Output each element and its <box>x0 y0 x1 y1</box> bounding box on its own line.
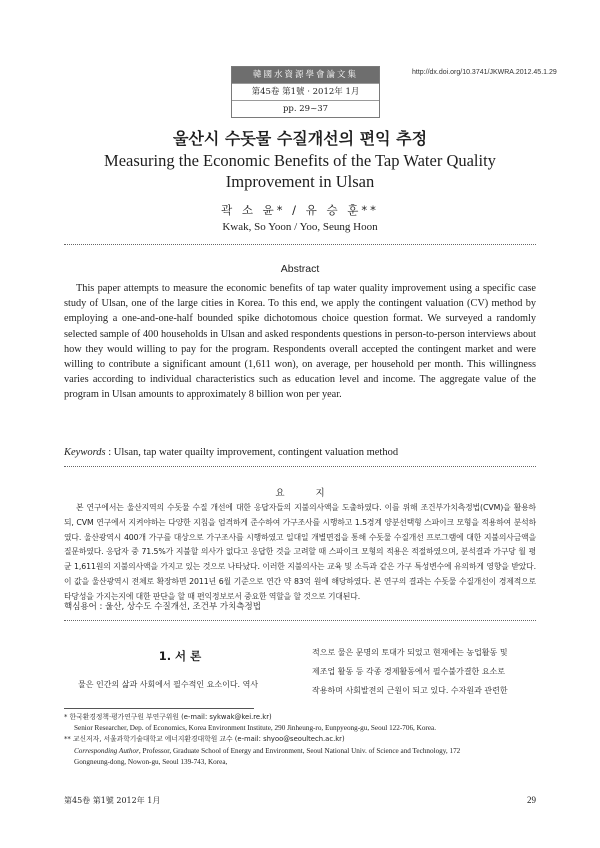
authors-korean: 곽 소 윤* / 유 승 훈** <box>221 203 379 217</box>
page-number: 29 <box>527 795 536 805</box>
footnote-1-korean: * 한국환경정책·평가연구원 부연구위원 (e-mail: sykwak@kei.re.kr) <box>64 713 272 721</box>
title-english-line1: Measuring the Economic Benefits of the Tap Water Quality <box>104 151 496 170</box>
section-1-left-column: 물은 인간의 삶과 사회에서 필수적인 요소이다. 역사 <box>78 680 259 689</box>
abstract-keywords <box>64 447 398 458</box>
divider-top <box>64 244 536 245</box>
footnotes <box>64 712 544 768</box>
korean-keywords: 핵심용어 : 울산, 상수도 수질개선, 조건부 가치측정법 <box>64 602 261 612</box>
title-english-line2: Improvement in Ulsan <box>225 172 375 191</box>
journal-pages: pp. 29~37 <box>232 100 379 117</box>
authors-english: Kwak, So Yoon / Yoo, Seung Hoon <box>222 221 378 233</box>
right-column-line-1: 적으로 물은 문명의 토대가 되었고 현재에는 농업활동 및 <box>312 648 508 657</box>
journal-volume-issue: 第45卷 第1號 · 2012年 1月 <box>232 83 379 100</box>
section-1-heading: 1. 서 론 <box>158 649 202 663</box>
footnote-rule <box>64 708 254 709</box>
footnote-2-english <box>64 746 544 757</box>
corresponding-author-label: Corresponding Author <box>74 746 139 755</box>
section-1-right-column <box>312 643 536 700</box>
title-korean: 울산시 수돗물 수질개선의 편익 추정 <box>172 129 428 148</box>
divider-korean-abstract <box>64 620 536 621</box>
right-column-line-3: 작용하며 사회발전의 근원이 되고 있다. 수자원과 관련한 <box>312 686 508 695</box>
korean-abstract-text: 본 연구에서는 울산지역의 수돗물 수질 개선에 대한 응답자들의 지불의사액을 도출하였다. 이를 위해 조건부가치측정법(CVM)을 활용하되, CVM 연구에서 지켜야하는 다양한 지침을 엄격하게 준수하여 가구조사를 시행하고 1.5경계 양분선택형 스파이크 모형을 적용하여 분석하였다. 울산광역시 400개 가구를 대상으로 가구조사를 시행하였고 일대일 개별면접을 통해 수돗물 수질개선 프로그램에 대한 지불의사금액을 질문하였다. 응답자 중 71.5%가 지불할 의사가 없다고 응답한 것을 고려할 때 스파이크 모형의 적용은 적절하였으며, 분석결과 가구당 월 평균 1,611원의 지불의사액을 가지고 있는 것으로 나타났다. 이러한 지불의사는 교육 및 소득과 같은 가구 특성변수에 유의하게 영향을 받았다. 이 값을 울산광역시 전체로 확장하면 2011년 6월 기준으로 연간 약 83억 원에 해당하였다. 본 연구의 결과는 수돗물 수질개선이 경제적으로 타당성을 가지는지에 대한 판단을 할 때 편익정보로서 중요한 역할을 할 것으로 기대된다. <box>64 503 536 601</box>
footnote-2-affiliation: , Professor, Graduate School of Energy and Environment, Seoul National Univ. of Science and Technology, 172 <box>138 746 461 755</box>
footnote-1-english: Senior Researcher, Dep. of Economics, Korea Environment Institute, 290 Jinheung-ro, Eunpyeong-gu, Seoul 122-706, Korea. <box>74 724 436 733</box>
title-english <box>0 150 600 192</box>
abstract-text: This paper attempts to measure the economic benefits of tap water quality improvement using a specific case study of Ulsan, one of the large cities in Korea. To this end, we apply the contingent valuation (CV) method by employing a one-and-one-half bounded spike dichotomous choice question format. We surveyed a randomly selected sample of 400 households in Ulsan and asked respondents questions in person-to-person interviews about how they would willing to pay for the program. Respondents overall accepted the contingent market and were willing to contribute a significant amount (1,611 won), on average, per household per month. This willingness varies according to individual characteristics such as education level and income. The aggregate value of the program in Ulsan amounts to approximately 8 billion won per year. <box>64 283 536 401</box>
keywords-values: : Ulsan, tap water quailty improvement, contingent valuation method <box>105 447 399 458</box>
divider-abstract <box>64 466 536 467</box>
doi-link[interactable]: http://dx.doi.org/10.3741/JKWRA.2012.45.1.29 <box>412 69 557 76</box>
korean-abstract-heading: 요 지 <box>275 488 339 499</box>
footnote-2-korean: ** 교신저자, 서울과학기술대학교 에너지환경대학원 교수 (e-mail: shyoo@seoultech.ac.kr) <box>64 735 345 744</box>
keywords-label: Keywords <box>64 447 106 458</box>
journal-info-box <box>231 66 380 118</box>
footnote-2-address: Gongneung-dong, Nowon-gu, Seoul 139-743, Korea, <box>74 757 228 766</box>
abstract-heading: Abstract <box>280 263 320 275</box>
journal-name: 韓國水資源學會論文集 <box>232 67 379 83</box>
footer-journal-issue: 第45卷 第1號 2012年 1月 <box>64 796 161 805</box>
right-column-line-2: 제조업 활동 등 각종 경제활동에서 필수불가결한 요소로 <box>312 667 505 676</box>
